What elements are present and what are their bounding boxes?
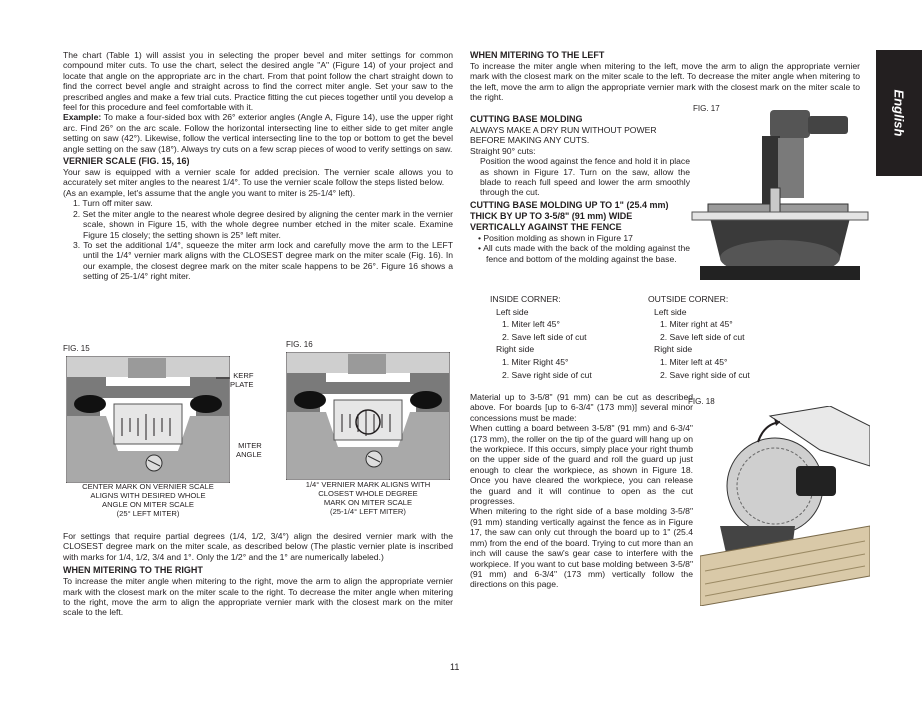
fig17-illustration <box>690 108 870 284</box>
inside-line: 2. Save left side of cut <box>502 331 587 342</box>
fig18-label: FIG. 18 <box>688 397 715 406</box>
partial-paragraph: For settings that require partial degrees (1/4, 1/2, 3/4°) align the desired vernier mark with the CLOSEST degree mark on the miter scale, as described below (The plastic vernier plate is inscribed with marks for 1/4, 1/2, 3/4 and 1°. Only the 1/2° and the 1° are numerically labeled.) <box>63 531 453 562</box>
fig16-illustration <box>286 352 450 480</box>
intro-paragraph: The chart (Table 1) will assist you in selecting the proper bevel and miter settings for common compound miter cuts. To use the chart, select the desired angle "A" (Figure 14) of your project and locate that angle on the appropriate arc in the chart. From that point follow the chart straight down to find the correct bevel angle and straight across to find the correct miter angle. Set your saw to the prescribed angles and make a few trial cuts. Practice fitting the cut pieces together until you develop a feel for this procedure and feel comfortable with it. <box>63 50 453 113</box>
inside-line: 2. Save right side of cut <box>502 369 592 380</box>
inside-line: Left side <box>496 306 529 317</box>
inside-corner-title: INSIDE CORNER: <box>490 294 561 304</box>
vernier-paragraph: Your saw is equipped with a vernier scale for added precision. The vernier scale allows you to accurately set miter angles to the nearest 1/4°. To use the vernier scale follow the steps listed below. <box>63 167 453 188</box>
outside-line: 2. Save right side of cut <box>660 369 750 380</box>
outside-line: Left side <box>654 306 687 317</box>
step-item: 1. Turn off miter saw. <box>73 198 153 209</box>
language-tab <box>876 50 922 176</box>
fig17-label: FIG. 17 <box>693 104 720 113</box>
example-paragraph <box>63 112 453 154</box>
left-column <box>63 50 453 282</box>
inside-line: Right side <box>496 344 535 355</box>
inside-line: 1. Miter left 45° <box>502 319 560 330</box>
material-paragraph: Material up to 3-5/8" (91 mm) can be cut as described above. For boards [up to 6-3/4" (173 mm)] several minor concessions must be made: <box>470 392 693 423</box>
step-item: 3. To set the additional 1/4°, squeeze the miter arm lock and carefully move the arm to the LEFT until the 1/4° vernier mark aligns with the CLOSEST degree mark on the miter scale (Fig. 16). In our example, the closest degree mark on the miter scale happens to be 26°. Figure 16 shows a setting of 25-1/4° right miter. <box>73 239 453 282</box>
fig15-kerf-callout: KERF PLATE <box>230 371 254 389</box>
fig15-caption: CENTER MARK ON VERNIER SCALE ALIGNS WITH DESIRED WHOLE ANGLE ON MITER SCALE (25° LEFT MITER) <box>82 482 214 518</box>
fig18-illustration <box>700 406 870 606</box>
right-side-paragraph: When mitering to the right side of a base molding 3-5/8" (91 mm) standing vertically against the fence as in Figure 17, the saw can only cut through the board up to 1" (25.4 mm) from the end of the board. Trying to cut more than an inch will cause the saw's gear case to interfere with the workpiece. If you want to cut base molding between 3-5/8" (91 mm) and 6-3/4" (173 mm) vertically follow the directions on this page. <box>470 506 693 590</box>
molding-bullets <box>470 233 690 264</box>
example-text: To make a four-sided box with 26° exterior angles (Angle A, Figure 14), use the upper right arc. Find 26° on the arc scale. Follow the horizontal intersecting line to either side to get miter angle setting on saw (42°). Likewise, follow the vertical intersecting line to the top or bottom to get the bevel angle setting on the saw (18°). Always try cuts on a few scrap pieces of wood to verify settings on saw. <box>63 112 453 154</box>
inside-line: 1. Miter Right 45° <box>502 356 569 367</box>
inside-corner-list <box>490 293 592 381</box>
fig15-miter-callout: MITER ANGLE <box>236 441 262 459</box>
left-bottom-column <box>63 531 453 618</box>
fig15-label: FIG. 15 <box>63 344 90 353</box>
fig15-illustration <box>66 356 230 483</box>
mitering-left-paragraph: To increase the miter angle when mitering to the left, move the arm to align the appropriate vernier mark with the closest mark on the miter scale to the left. To decrease the miter angle when mitering to the left, move the arm to align the appropriate vernier mark with the closest mark on the miter scale to the right. <box>470 61 860 103</box>
mitering-left-heading: WHEN MITERING TO THE LEFT <box>470 50 605 60</box>
fig16-label: FIG. 16 <box>286 340 313 349</box>
vernier-example: (As an example, let's assume that the angle you want to miter is 25-1/4° left). <box>63 187 356 198</box>
outside-line: 2. Save left side of cut <box>660 331 745 342</box>
step-item: 2. Set the miter angle to the nearest whole degree desired by aligning the center mark in the vernier scale, shown in Figure 15, with the whole degree number etched in the miter scale. Examine Figure 15 closely; the setting shown is 25° left miter. <box>73 208 453 240</box>
page-number: 11 <box>450 662 460 672</box>
outside-line: 1. Miter right at 45° <box>660 319 733 330</box>
base-molding-heading: CUTTING BASE MOLDING <box>470 114 583 124</box>
straight-cuts-label: Straight 90° cuts: <box>470 145 536 156</box>
language-tab-label: English <box>891 89 907 137</box>
dry-run-warning: ALWAYS MAKE A DRY RUN WITHOUT POWER BEFORE MAKING ANY CUTS. <box>470 125 657 146</box>
bullet-item: • Position molding as shown in Figure 17 <box>478 232 633 243</box>
straight-cuts-paragraph: Position the wood against the fence and hold it in place as shown in Figure 17. Turn on the saw, allow the blade to reach full speed and lower the arm smoothly through the cut. <box>480 156 690 198</box>
outside-line: 1. Miter left at 45° <box>660 356 728 367</box>
base-molding-section <box>470 112 690 264</box>
outside-corner-title: OUTSIDE CORNER: <box>648 294 729 304</box>
outside-line: Right side <box>654 344 693 355</box>
vernier-heading: VERNIER SCALE (FIG. 15, 16) <box>63 156 190 167</box>
cutting-board-paragraph: When cutting a board between 3-5/8" (91 mm) and 6-3/4" (173 mm), the roller on the tip of the guard will hang up on the workpiece. If this occurs, simply place your right thumb on the upper side of the guard and roll the guard up just enough to clear the workpiece, as shown in Figure 18. Once you have cleared the workpiece, you can release the guard and it will continue to open as the cut progresses. <box>470 423 693 507</box>
fig16-caption: 1/4° VERNIER MARK ALIGNS WITH CLOSEST WHOLE DEGREE MARK ON MITER SCALE (25-1/4° LEFT MITER) <box>305 480 431 516</box>
upto-heading: CUTTING BASE MOLDING UP TO 1" (25.4 mm) THICK BY UP TO 3-5/8" (91 mm) WIDE VERTICALLY AGAINST THE FENCE <box>470 199 669 232</box>
mitering-right-heading: WHEN MITERING TO THE RIGHT <box>63 565 203 576</box>
right-column <box>470 50 860 103</box>
example-label: Example: <box>63 112 102 123</box>
outside-corner-list <box>648 293 750 381</box>
mitering-right-paragraph: To increase the miter angle when mitering to the right, move the arm to align the appropriate vernier mark with the closest mark on the miter scale to the right. To decrease the miter angle when mitering to the right, move the arm to align the appropriate vernier mark with the closest mark on the miter scale to the left. <box>63 576 453 618</box>
vernier-steps <box>63 198 453 281</box>
material-section <box>470 392 693 590</box>
bullet-item: • All cuts made with the back of the molding against the fence and bottom of the molding against the base. <box>478 243 691 264</box>
